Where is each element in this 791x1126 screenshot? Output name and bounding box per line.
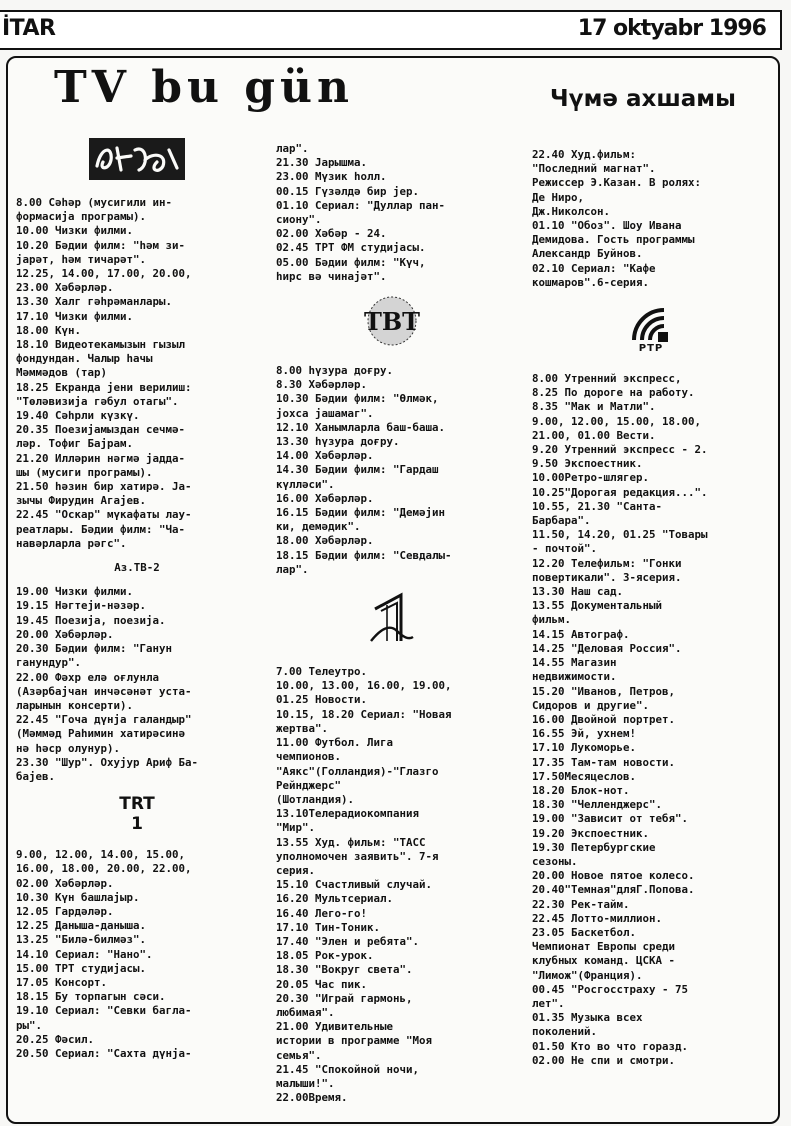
schedule-line: нә һәср олунур). [16,741,121,755]
newspaper-name: İTAR [2,16,56,41]
schedule-line: 13.30 һүзура доғру. [276,435,400,449]
schedule-line: 16.15 Бәдии филм: "Демәјин [276,506,446,520]
aztv2-channel-name: Аз.ТВ-2 [114,561,160,575]
schedule-line: 18.00 Күн. [16,323,82,337]
schedule-line: 22.45 "Гоча дүнја галандыр" [16,713,192,727]
page-title: TV bu gün [54,62,355,113]
ort-schedule [276,665,508,1105]
schedule-line: 11.50, 14.20, 01.25 "Товары [532,528,708,542]
schedule-line: 20.40"Темная"дляГ.Попова. [532,883,695,897]
schedule-line: 16.40 Лего-го! [276,906,368,920]
schedule-line: 19.45 Поезија, поезија. [16,613,166,627]
schedule-line: лар". [276,562,309,576]
schedule-line: 10.30 Күн башлаjыр. [16,890,140,904]
schedule-line: 01.50 Кто во что горазд. [532,1039,689,1053]
schedule-line: 13.25 "Билә-билмәз". [16,933,147,947]
schedule-line: "Последний магнат". [532,162,656,176]
schedule-line: 9.50 Экспоестник. [532,457,643,471]
schedule-line: 20.00 Хәбәрләр. [16,627,114,641]
schedule-line: 22.45 "Оскар" мүкафаты лау- [16,508,192,522]
schedule-line: 22.40 Худ.фильм: [532,148,637,161]
schedule-line: 02.45 ТРТ ФМ студијасы. [276,241,426,255]
schedule-line: 16.20 Мультсериал. [276,892,394,906]
schedule-line: Де Ниро, [532,190,585,204]
schedule-line: 15.10 Счастливый случай. [276,878,433,892]
schedule-line: 23.00 Мүзик һолл. [276,170,387,184]
schedule-line: малыши!". [276,1076,335,1090]
schedule-line: Дж.Николсон. [532,204,611,218]
schedule-line: 19.00 Чизки филми. [16,585,134,599]
schedule-line: клубных команд. ЦСКА - [532,954,676,968]
column-2 [276,142,508,1105]
schedule-line: фондундан. Чалыр һачы [16,352,153,366]
schedule-line: 13.55 Худ. фильм: "ТАСС [276,835,426,849]
ort-schedule-continued [532,148,770,290]
trt1-logo-number: 1 [131,814,143,835]
schedule-line: 01.10 "Обоз". Шоу Ивана [532,219,682,233]
schedule-line: 20.25 Фәсил. [16,1032,95,1046]
schedule-line: 14.15 Автограф. [532,627,630,641]
schedule-line: "Аякс"(Голландия)-"Глазго [276,764,439,778]
schedule-line: 17.10 Тин-Тоник. [276,920,381,934]
schedule-line: 10.30 Бәдии филм: "Өлмәк, [276,392,439,406]
schedule-line: 19.30 Петербургские [532,840,656,854]
page-subtitle: Чүмә ахшамы [550,86,736,112]
trt1-logo-text: TRT [119,794,155,815]
schedule-line: 00.15 Гүзәлдә бир јер. [276,184,420,198]
schedule-line: 17.10 Чизки филми. [16,309,134,323]
schedule-line: 8.00 Сәһәр (мусигили ин- [16,196,173,209]
schedule-line: 13.30 Халг гәһрәманлары. [16,295,173,309]
schedule-line: 14.00 Хәбәрләр. [276,449,374,463]
schedule-line: 19.10 Сериал: "Севки багла- [16,1004,192,1018]
schedule-line: 17.40 "Элен и ребята". [276,934,420,948]
schedule-line: 10.25"Дорогая редакция...". [532,485,708,499]
schedule-line: 9.20 Утренний экспресс - 2. [532,443,708,457]
schedule-line: Барбара". [532,514,591,528]
schedule-line: 02.00 Хәбәр - 24. [276,227,387,241]
rtr-logo-text: РТР [638,343,664,355]
schedule-line: серия. [276,863,316,877]
azt-schedule [16,196,258,551]
schedule-line: 22.00Время. [276,1091,348,1105]
schedule-line: Демидова. Гость программы [532,233,695,247]
schedule-line: бајев. [16,769,56,783]
schedule-line: "Мир". [276,821,316,835]
schedule-line: 16.00 Хәбәрләр. [276,491,374,505]
schedule-line: 05.00 Бәдии филм: "Күч, [276,255,426,269]
schedule-line: 23.30 "Шур". Охујур Ариф Ба- [16,755,199,769]
schedule-line: Рейнджерс" [276,778,342,792]
schedule-line: повертикали". 3-ясерия. [532,570,682,584]
schedule-line: 19.40 Сәһрли күзкү. [16,409,140,423]
schedule-line: навәрларла рәгс". [16,536,127,550]
schedule-line: 8.00 Утренний экспресс, [532,372,682,386]
column-3 [532,148,770,1068]
schedule-line: 14.10 Сериал: "Нано". [16,947,153,961]
schedule-line: 20.30 "Играй гармонь, [276,991,413,1005]
schedule-line: Чемпионат Европы среди [532,940,676,954]
rtr-schedule [532,372,770,1068]
schedule-line: 9.00, 12.00, 15.00, 18.00, [532,414,702,428]
schedule-line: лет". [532,996,565,1010]
schedule-line: Режиссер Э.Казан. В ролях: [532,176,702,190]
schedule-line: сезоны. [532,854,578,868]
schedule-line: 21.45 "Спокойной ночи, [276,1062,420,1076]
schedule-line: 17.50Месяцеслов. [532,769,637,783]
schedule-line: 19.15 Нәгтеји-нәзәр. [16,599,147,613]
schedule-line: 18.25 Екранда јени верилиш: [16,380,192,394]
column-1 [16,196,258,1061]
schedule-line: 12.20 Телефильм: "Гонки [532,556,682,570]
schedule-line: 21.50 һәзин бир хатирә. Ја- [16,480,192,494]
schedule-line: 01.10 Сериал: "Дуллар пан- [276,198,446,212]
schedule-line: истории в программе "Моя [276,1034,433,1048]
schedule-line: 20.35 Поезијамыздан сечмә- [16,423,186,437]
schedule-line: 23.05 Баскетбол. [532,925,637,939]
newspaper-header [0,10,782,50]
schedule-line: 18.20 Блок-нот. [532,783,630,797]
schedule-line: 12.10 Ханымларла баш-баша. [276,420,446,434]
schedule-line: 22.00 Фәхр елә оғлунла [16,670,160,684]
schedule-line: 20.00 Новое пятое колесо. [532,869,695,883]
schedule-line: 16.00 Двойной портрет. [532,712,676,726]
schedule-line: семья". [276,1048,322,1062]
schedule-line: 10.00, 13.00, 16.00, 19.00, [276,679,452,693]
schedule-line: 8.30 Хәбәрләр. [276,378,368,392]
schedule-line: 14.55 Магазин [532,656,617,670]
schedule-line: 18.15 Бу торпагын сәси. [16,990,166,1004]
schedule-line: ләр. Тофиг Бајрам. [16,437,134,451]
tbt-logo-icon [276,292,508,352]
schedule-line: 14.25 "Деловая Россия". [532,641,682,655]
schedule-line: 18.05 Рок-урок. [276,949,374,963]
schedule-line: 18.30 "Вокруг света". [276,963,413,977]
schedule-line: 02.00 Хәбәрләр. [16,876,114,890]
schedule-line: реатлары. Бәдии филм: "Ча- [16,522,186,536]
trt1-logo [16,794,258,834]
schedule-line: 01.25 Новости. [276,693,368,707]
schedule-line: 13.30 Наш сад. [532,585,624,599]
schedule-line: 13.55 Документальный [532,599,663,613]
schedule-line: 10.15, 18.20 Сериал: "Новая [276,707,452,721]
schedule-line: јарәт, һәм тичарәт". [16,252,147,266]
schedule-line: (Азәрбајчан инчәсәнәт уста- [16,684,192,698]
schedule-line: Сидоров и другие". [532,698,650,712]
azt-logo-icon [16,136,258,184]
schedule-line: (Мәммәд Раһимин хатирәсинә [16,727,186,741]
rtr-logo-icon [532,302,770,358]
schedule-line: Александр Буйнов. [532,247,643,261]
schedule-line: күлләси". [276,477,335,491]
schedule-line: ганундур". [16,656,82,670]
schedule-line: зычы Фирудин Агајев. [16,494,147,508]
schedule-line: "Төләвизија гәбул отагы". [16,394,179,408]
schedule-line: 21.20 Илләрин нәгмә јадда- [16,451,186,465]
schedule-line: 8.35 "Мак и Матли". [532,400,656,414]
schedule-line: һирс вә чинаjәт". [276,269,387,283]
schedule-line: 18.30 "Челленджерс". [532,798,663,812]
schedule-line: фильм. [532,613,572,627]
schedule-line: 11.00 Футбол. Лига [276,736,394,750]
schedule-line: 01.35 Музыка всех [532,1011,643,1025]
schedule-line: 20.30 Бәдии филм: "Ганун [16,642,173,656]
schedule-line: 13.10Телерадиокомпания [276,807,420,821]
schedule-line: - почтой". [532,542,598,556]
schedule-line: 19.00 "Зависит от тебя". [532,812,689,826]
schedule-line: чемпионов. [276,750,342,764]
schedule-line: 17.35 Там-там новости. [532,755,676,769]
issue-date: 17 oktyabr 1996 [577,16,766,41]
schedule-line: недвижимости. [532,670,617,684]
tbt-logo-text: TBT [363,307,421,337]
schedule-line: 10.20 Бәдии филм: "һәм зи- [16,238,186,252]
schedule-line: 18.15 Бәдии филм: "Севдалы- [276,548,452,562]
schedule-line: 10.00Ретро-шлягер. [532,471,650,485]
schedule-line: ры". [16,1018,43,1032]
schedule-line: 21.00 Удивительные [276,1020,394,1034]
schedule-line: 18.00 Хәбәрләр. [276,534,374,548]
schedule-line: 20.05 Час пик. [276,977,368,991]
schedule-line: уполномочен заявить". 7-я [276,849,439,863]
schedule-line: 00.45 "Росгосстраху - 75 [532,982,689,996]
schedule-line: 12.25, 14.00, 17.00, 20.00, [16,267,192,281]
schedule-line: 8.25 По дороге на работу. [532,386,695,400]
schedule-line: 16.55 Эй, ухнем! [532,727,637,741]
schedule-line: жертва". [276,721,329,735]
schedule-line: ларынын консерти). [16,698,134,712]
schedule-line: 10.55, 21.30 "Санта- [532,499,663,513]
schedule-line: 18.10 Видеотекамызын гызыл [16,338,186,352]
schedule-line: 9.00, 12.00, 14.00, 15.00, [16,848,186,862]
schedule-line: формасија програмы). [16,210,147,224]
aztv2-schedule [16,585,258,784]
schedule-line: 20.50 Сериал: "Сахта дүнја- [16,1046,192,1060]
schedule-line: 19.20 Экспоестник. [532,826,650,840]
schedule-line: 15.20 "Иванов, Петров, [532,684,676,698]
schedule-line: јохса јашамаг". [276,406,374,420]
schedule-line: 21.30 Јарышма. [276,156,368,170]
schedule-line: сиону". [276,213,322,227]
schedule-line: 22.30 Рек-тайм. [532,897,630,911]
schedule-line: 12.05 Гардәләр. [16,904,114,918]
schedule-line: 8.00 һүзура доғру. [276,364,394,378]
schedule-line: 02.00 Не спи и смотри. [532,1053,676,1067]
schedule-line: 23.00 Хәбәрләр. [16,281,114,295]
schedule-line: поколений. [532,1025,598,1039]
schedule-line: кошмаров".6-серия. [532,275,650,289]
tbt-schedule [276,364,508,577]
schedule-line: 21.00, 01.00 Вести. [532,428,656,442]
schedule-line: 17.10 Лукоморье. [532,741,637,755]
schedule-line: 7.00 Телеутро. [276,665,368,679]
schedule-line: Мәммәдов (тар) [16,366,108,380]
schedule-line: ки, демәдик". [276,520,361,534]
schedule-line: шы (мусиги програмы). [16,465,153,479]
schedule-line: любимая". [276,1005,335,1019]
schedule-line: 10.00 Чизки филми. [16,224,134,238]
trt1-schedule-continued [276,142,508,284]
schedule-line: 15.00 ТРТ студијасы. [16,961,147,975]
schedule-line: лар". [276,142,309,155]
channel-one-logo-icon [276,591,508,653]
schedule-line: 17.05 Консорт. [16,975,108,989]
schedule-line: 12.25 Даныша-даныша. [16,919,147,933]
schedule-line: 02.10 Сериал: "Кафе [532,261,656,275]
schedule-line: "Лимож"(Франция). [532,968,643,982]
schedule-line: 14.30 Бәдии филм: "Гардаш [276,463,439,477]
schedule-line: 16.00, 18.00, 20.00, 22.00, [16,862,192,876]
schedule-line: (Шотландия). [276,792,355,806]
schedule-line: 22.45 Лотто-миллион. [532,911,663,925]
trt1-schedule [16,848,258,1061]
